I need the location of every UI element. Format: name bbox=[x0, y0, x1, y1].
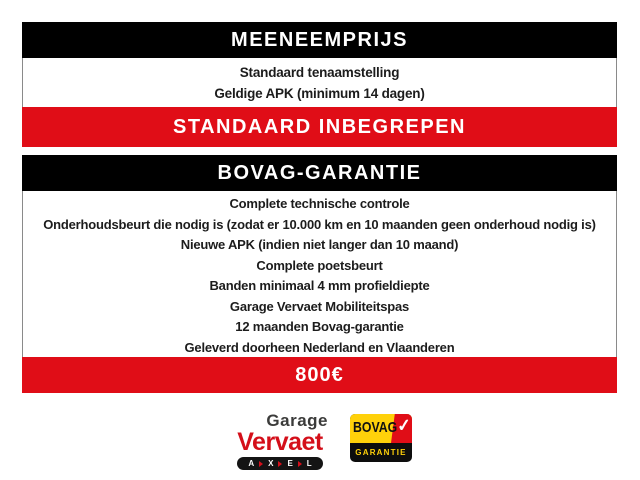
included-banner bbox=[22, 107, 617, 147]
list-item: Banden minimaal 4 mm profieldiepte bbox=[209, 278, 430, 293]
axel-badge-letter: E bbox=[287, 458, 293, 468]
logo-row bbox=[0, 412, 640, 470]
red-arrow-icon bbox=[298, 461, 302, 467]
list-item: Geleverd doorheen Nederland en Vlaanderen bbox=[184, 339, 455, 355]
section-title-bar bbox=[22, 155, 617, 191]
checkmark-icon: ✓ bbox=[395, 415, 412, 436]
list-item: Garage Vervaet Mobiliteitspas bbox=[229, 298, 410, 314]
vervaet-logo-garage-text: Garage bbox=[266, 411, 328, 430]
list-item: Complete poetsbeurt bbox=[256, 257, 383, 273]
vervaet-logo-name-text: Vervaet bbox=[237, 428, 323, 456]
section-body bbox=[22, 58, 617, 107]
price-value: 800€ bbox=[295, 363, 344, 386]
list-item: Nieuwe APK (indien niet langer dan 10 maand) bbox=[180, 237, 459, 252]
red-arrow-icon bbox=[259, 461, 263, 467]
bovag-logo-yellow-band bbox=[350, 414, 412, 443]
axel-badge-letter: L bbox=[306, 458, 312, 468]
list-item: Geldige APK (minimum 14 dagen) bbox=[214, 86, 425, 101]
axel-badge bbox=[237, 457, 323, 470]
axel-badge-letter: X bbox=[268, 458, 274, 468]
included-banner-label: STANDAARD INBEGREPEN bbox=[173, 115, 466, 138]
section-title: BOVAG-GARANTIE bbox=[217, 161, 422, 184]
bovag-logo-name-text: BOVAG bbox=[353, 419, 398, 436]
bovag-logo-garantie-text: GARANTIE bbox=[355, 448, 407, 457]
section-bovag-garantie bbox=[22, 155, 617, 393]
garage-vervaet-logo bbox=[228, 412, 332, 470]
section-title-bar bbox=[22, 22, 617, 58]
list-item: Complete technische controle bbox=[229, 196, 410, 211]
section-body bbox=[22, 191, 617, 357]
section-title: MEENEEMPRIJS bbox=[231, 28, 408, 51]
price-banner bbox=[22, 357, 617, 393]
red-arrow-icon bbox=[278, 461, 282, 467]
section-meeneemprijs bbox=[22, 22, 617, 147]
list-item: Standaard tenaamstelling bbox=[239, 65, 400, 80]
axel-badge-letter: A bbox=[248, 458, 255, 468]
bovag-garantie-logo bbox=[350, 414, 412, 462]
list-item: Onderhoudsbeurt die nodig is (zodat er 10.000 km en 10 maanden geen onderhoud nodig is) bbox=[43, 216, 596, 232]
list-item: 12 maanden Bovag-garantie bbox=[235, 319, 404, 334]
